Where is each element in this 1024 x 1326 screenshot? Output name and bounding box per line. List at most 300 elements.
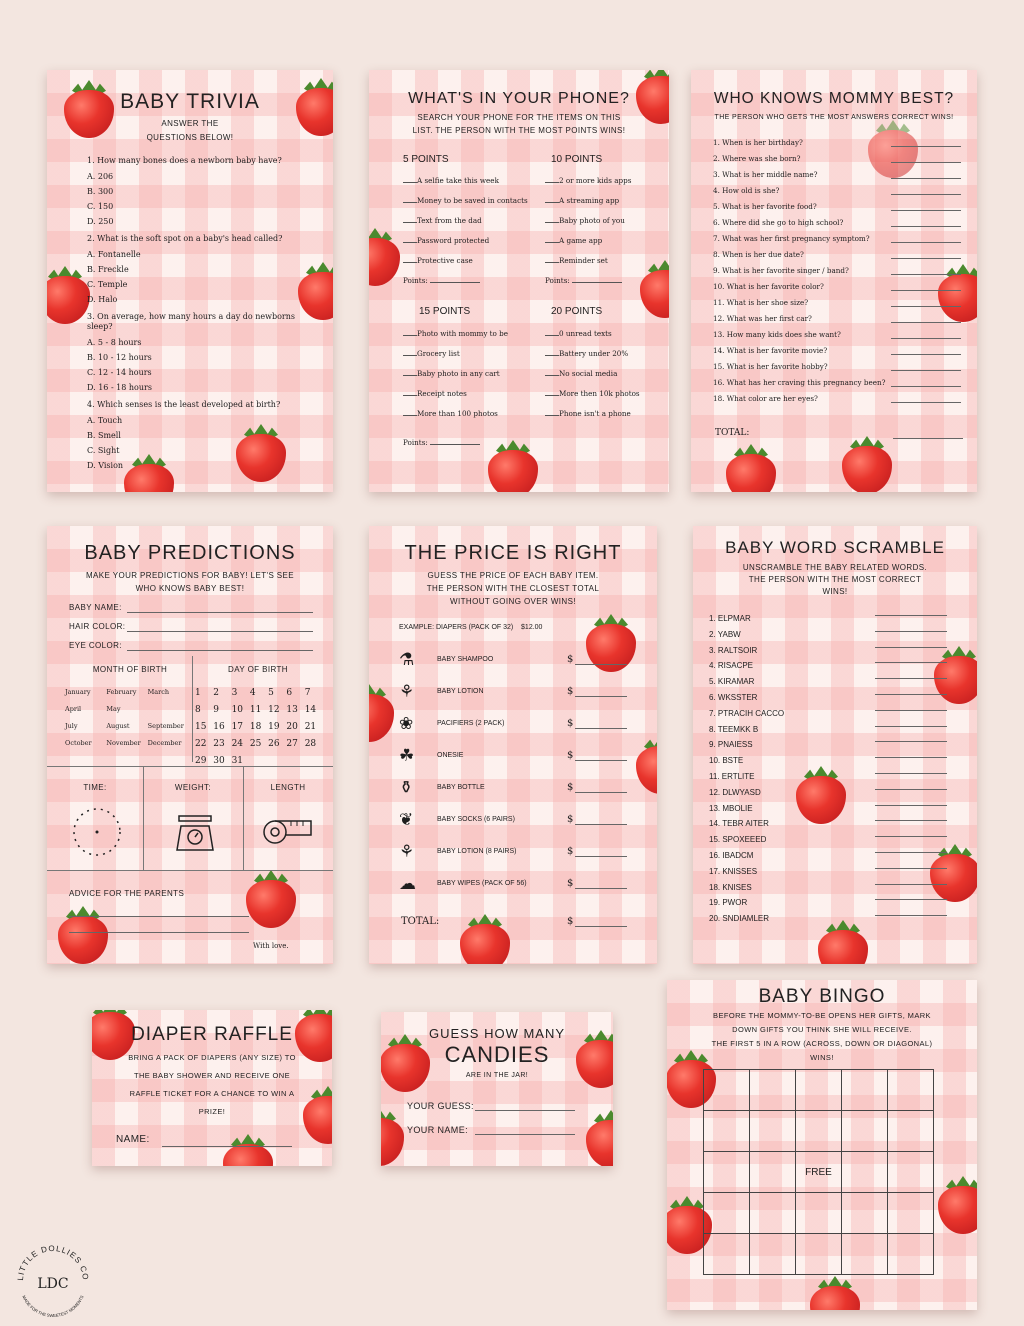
- bingo-subtitle: WINS!: [810, 1053, 834, 1062]
- raffle-title: DIAPER RAFFLE: [131, 1024, 293, 1045]
- answer-line[interactable]: [875, 852, 947, 853]
- price-guess-line[interactable]: [575, 888, 627, 889]
- day-option[interactable]: 29: [195, 756, 207, 766]
- mommy-question: 1. When is her birthday?: [713, 138, 803, 147]
- bottle-icon: ⚱: [399, 778, 414, 798]
- scramble-row: [709, 653, 961, 669]
- month-option[interactable]: September: [147, 722, 184, 730]
- section-15-points: 15 POINTS: [419, 306, 471, 317]
- scramble-row: [709, 638, 961, 654]
- mommy-question-row: [713, 282, 963, 298]
- mommy-question: 3. What is her middle name?: [713, 170, 818, 179]
- logo-top-text: LITTLE DOLLIES CO: [15, 1243, 91, 1282]
- price-subtitle: THE PERSON WITH THE CLOSEST TOTAL: [426, 584, 600, 593]
- scrambled-word: 7. PTRACIH CACCO: [709, 708, 785, 718]
- scramble-row: [709, 717, 961, 733]
- mommy-question: 11. What is her shoe size?: [713, 298, 809, 307]
- price-dollar: $: [567, 814, 574, 825]
- answer-line[interactable]: [891, 146, 961, 147]
- answer: A. 5 - 8 hours: [87, 338, 142, 347]
- answer-line[interactable]: [891, 162, 961, 163]
- answer: B. Smell: [87, 431, 121, 440]
- weight-label: WEIGHT:: [174, 783, 212, 792]
- answer-line[interactable]: [891, 242, 961, 243]
- strawberry-icon: [220, 1134, 276, 1166]
- mommy-subtitle: THE PERSON WHO GETS THE MOST ANSWERS CORRECT WINS!: [714, 114, 954, 121]
- predictions-subtitle: MAKE YOUR PREDICTIONS FOR BABY! LET'S SEE: [85, 571, 295, 580]
- scrambled-word: 1. ELPMAR: [709, 614, 751, 623]
- price-dollar: $: [567, 782, 574, 793]
- phone-item: Reminder set: [559, 256, 608, 265]
- answer-line[interactable]: [875, 615, 947, 616]
- question: 3. On average, how many hours a day do newborns sleep?: [87, 312, 296, 331]
- points-label: Points:: [403, 438, 428, 447]
- mommy-question-row: [713, 378, 963, 394]
- answer: B. 10 - 12 hours: [87, 353, 152, 362]
- day-option[interactable]: 18: [249, 722, 262, 732]
- answer-line[interactable]: [891, 258, 961, 259]
- answer-line[interactable]: [891, 322, 961, 323]
- day-option[interactable]: 3: [231, 688, 238, 698]
- day-option[interactable]: 15: [195, 722, 207, 732]
- example-label: EXAMPLE: DIAPERS (PACK OF 32): [399, 624, 514, 631]
- answer-line[interactable]: [891, 194, 961, 195]
- scramble-subtitle: UNSCRAMBLE THE BABY RELATED WORDS.: [742, 563, 928, 572]
- scramble-row: [709, 843, 961, 859]
- mommy-question: 6. Where did she go to high school?: [713, 218, 844, 227]
- scrambled-word: 13. MBOLIE: [709, 803, 753, 813]
- price-guess-line[interactable]: [575, 760, 627, 761]
- price-dollar: $: [567, 878, 574, 889]
- answer-line[interactable]: [875, 805, 947, 806]
- day-option[interactable]: 10: [231, 705, 244, 715]
- month-option[interactable]: August: [106, 722, 130, 730]
- answer-line[interactable]: [891, 210, 961, 211]
- scramble-row: [709, 811, 961, 827]
- mommy-question-row: [713, 346, 963, 362]
- mommy-card: [691, 70, 977, 492]
- price-guess-line[interactable]: [575, 856, 627, 857]
- scramble-title: BABY WORD SCRAMBLE: [725, 538, 945, 557]
- day-option[interactable]: 2: [213, 688, 220, 698]
- phone-item: 0 unread texts: [559, 329, 612, 338]
- month-option[interactable]: November: [106, 739, 141, 747]
- price-item-label: PACIFIERS (2 PACK): [437, 720, 505, 727]
- month-option[interactable]: February: [106, 688, 137, 696]
- scrambled-word: 10. BSTE: [709, 756, 744, 766]
- bingo-free-cell: FREE: [796, 1152, 842, 1193]
- price-item-label: BABY WIPES (PACK OF 56): [437, 880, 527, 887]
- day-option[interactable]: 5: [268, 688, 274, 698]
- price-guess-line[interactable]: [575, 728, 627, 729]
- strawberry-icon: [807, 1276, 863, 1310]
- advice-label: ADVICE FOR THE PARENTS: [69, 889, 185, 898]
- phone-item: A selfie take this week: [417, 176, 499, 185]
- mommy-question: 10. What is her favorite color?: [713, 282, 824, 291]
- mommy-question: 15. What is her favorite hobby?: [713, 362, 828, 371]
- mommy-question: 4. How old is she?: [713, 186, 780, 195]
- time-label: TIME:: [83, 783, 107, 792]
- scrambled-word: 12. DLWYASD: [709, 787, 761, 797]
- answer-line[interactable]: [891, 402, 961, 403]
- scramble-subtitle: WINS!: [822, 587, 848, 596]
- answer-line[interactable]: [875, 757, 947, 758]
- scrambled-word: 5. KIRAMAR: [709, 677, 755, 687]
- day-option[interactable]: 27: [286, 739, 298, 749]
- name-label: YOUR NAME:: [407, 1125, 469, 1135]
- mommy-question-row: [713, 186, 963, 202]
- answer: C. Temple: [87, 280, 128, 289]
- phone-card: [369, 70, 669, 492]
- mommy-question-row: [713, 330, 963, 346]
- day-option[interactable]: 24: [231, 739, 244, 749]
- answer-line[interactable]: [891, 370, 961, 371]
- answer: C. Sight: [87, 446, 120, 455]
- phone-item: Baby photo of you: [559, 216, 625, 225]
- answer-line[interactable]: [875, 836, 947, 837]
- bingo-subtitle: THE FIRST 5 IN A ROW (ACROSS, DOWN OR DIAGONAL): [711, 1039, 933, 1048]
- day-option[interactable]: 23: [213, 739, 225, 749]
- month-option[interactable]: July: [65, 722, 78, 730]
- phone-subtitle: SEARCH YOUR PHONE FOR THE ITEMS ON THIS: [417, 113, 621, 122]
- month-option[interactable]: March: [147, 688, 170, 696]
- mommy-question-row: [713, 362, 963, 378]
- total-label: TOTAL:: [401, 916, 440, 927]
- phone-title: WHAT'S IN YOUR PHONE?: [408, 90, 630, 107]
- predictions-title: BABY PREDICTIONS: [84, 542, 296, 564]
- answer-line[interactable]: [875, 884, 947, 885]
- price-row: [397, 648, 633, 680]
- day-of-birth-label: DAY OF BIRTH: [228, 665, 288, 674]
- phone-item: A game app: [559, 236, 603, 245]
- scramble-row: [709, 748, 961, 764]
- candies-card: [381, 1012, 613, 1166]
- day-option[interactable]: 30: [213, 756, 225, 766]
- day-option[interactable]: 19: [268, 722, 280, 732]
- strawberry-icon: [485, 440, 541, 492]
- lotion-icon: ⚘: [399, 682, 415, 702]
- strawberry-icon: [815, 920, 871, 964]
- answer-line[interactable]: [875, 726, 947, 727]
- logo-monogram: LDC: [37, 1276, 69, 1292]
- answer-line[interactable]: [891, 338, 961, 339]
- bingo-subtitle: BEFORE THE MOMMY-TO-BE OPENS HER GIFTS, MARK: [713, 1011, 931, 1020]
- total-dollar: $: [567, 916, 574, 927]
- scrambled-word: 8. TEEMKK B: [709, 724, 759, 734]
- answer-line[interactable]: [891, 354, 961, 355]
- strawberry-icon: [935, 1176, 977, 1236]
- brand-logo: [8, 1236, 98, 1326]
- predictions-subtitle: WHO KNOWS BABY BEST!: [135, 584, 245, 593]
- scramble-row: [709, 764, 961, 780]
- bingo-subtitle: DOWN GIFTS YOU THINK SHE WILL RECEIVE.: [732, 1025, 912, 1034]
- day-option[interactable]: 16: [213, 722, 225, 732]
- answer-line[interactable]: [891, 306, 961, 307]
- month-of-birth-label: MONTH OF BIRTH: [92, 665, 168, 674]
- onesie-icon: ☘: [399, 746, 415, 766]
- price-dollar: $: [567, 750, 574, 761]
- hair-color-label: HAIR COLOR:: [69, 622, 126, 631]
- answer-line[interactable]: [875, 899, 947, 900]
- clock-icon: [71, 806, 123, 858]
- mommy-question-row: [713, 250, 963, 266]
- scrambled-word: 4. RISACPE: [709, 661, 754, 671]
- answer-line[interactable]: [891, 290, 961, 291]
- eye-color-label: EYE COLOR:: [69, 641, 122, 650]
- section-20-points: 20 POINTS: [551, 306, 603, 317]
- day-option[interactable]: 21: [304, 722, 317, 732]
- answer: C. 12 - 14 hours: [87, 368, 152, 377]
- day-option[interactable]: 4: [249, 688, 256, 698]
- strawberry-icon: [583, 1110, 613, 1166]
- month-option[interactable]: May: [106, 705, 121, 713]
- price-item-label: BABY BOTTLE: [437, 784, 485, 791]
- day-option[interactable]: 31: [231, 756, 244, 766]
- raffle-text: THE BABY SHOWER AND RECEIVE ONE: [133, 1071, 291, 1080]
- phone-item: Grocery list: [417, 349, 460, 358]
- day-option[interactable]: 25: [249, 739, 262, 749]
- price-row: [397, 712, 633, 744]
- mommy-question-row: [713, 394, 963, 410]
- scramble-row: [709, 890, 961, 906]
- month-option[interactable]: January: [65, 688, 91, 696]
- raffle-text: BRING A PACK OF DIAPERS (ANY SIZE) TO: [128, 1053, 296, 1062]
- answer: A. 206: [87, 172, 114, 181]
- day-option[interactable]: 26: [268, 739, 280, 749]
- strawberry-icon: [55, 906, 111, 964]
- scrambled-word: 19. PWOR: [709, 898, 748, 908]
- answer: B. Freckle: [87, 265, 129, 274]
- strawberry-icon: [243, 870, 299, 930]
- strawberry-icon: [839, 436, 895, 492]
- trivia-subtitle: QUESTIONS BELOW!: [146, 133, 234, 142]
- day-option[interactable]: 17: [231, 722, 244, 732]
- day-option[interactable]: 9: [213, 705, 220, 715]
- mommy-question-row: [713, 138, 963, 154]
- answer: D. 16 - 18 hours: [87, 383, 152, 392]
- day-option[interactable]: 22: [195, 739, 207, 749]
- scramble-row: [709, 669, 961, 685]
- price-item-label: ONESIE: [437, 752, 464, 759]
- mommy-question: 18. What color are her eyes?: [713, 394, 818, 403]
- answer: C. 150: [87, 202, 114, 211]
- strawberry-icon: [381, 1108, 407, 1166]
- day-option[interactable]: 8: [195, 705, 201, 715]
- answer-line[interactable]: [875, 710, 947, 711]
- scrambled-word: 20. SNDIAMLER: [709, 914, 770, 924]
- day-option[interactable]: 6: [286, 688, 293, 698]
- answer-line[interactable]: [875, 662, 947, 663]
- candies-title: CANDIES: [444, 1042, 550, 1067]
- phone-subtitle: LIST. THE PERSON WITH THE MOST POINTS WINS!: [412, 126, 626, 135]
- price-row: [397, 680, 633, 712]
- mommy-title: WHO KNOWS MOMMY BEST?: [713, 90, 955, 107]
- answer-line[interactable]: [875, 789, 947, 790]
- phone-item: No social media: [559, 369, 618, 378]
- mommy-question: 16. What has her craving this pregnancy been?: [713, 378, 886, 387]
- predictions-card: [47, 526, 333, 964]
- phone-item: Photo with mommy to be: [417, 329, 509, 338]
- price-card: [369, 526, 657, 964]
- month-option[interactable]: April: [65, 705, 82, 713]
- day-option[interactable]: 20: [286, 722, 298, 732]
- mommy-question-row: [713, 266, 963, 282]
- raffle-name-label: NAME:: [116, 1134, 150, 1145]
- answer-line[interactable]: [875, 647, 947, 648]
- price-row: [397, 840, 633, 872]
- price-item-label: BABY LOTION: [437, 688, 484, 695]
- phone-item: More then 10k photos: [559, 389, 640, 398]
- day-option[interactable]: 1: [195, 688, 201, 698]
- wipes-icon: ☁: [399, 874, 416, 894]
- scrambled-word: 2. YABW: [709, 629, 741, 639]
- trivia-title: BABY TRIVIA: [120, 90, 260, 113]
- scrambled-word: 16. IBADCM: [709, 850, 754, 860]
- scrambled-word: 9. PNAIESS: [709, 740, 753, 750]
- scrambled-word: 17. KNISSES: [709, 866, 758, 876]
- bingo-card: [667, 980, 977, 1310]
- scrambled-word: 3. RALTSOIR: [709, 645, 758, 655]
- question: 2. What is the soft spot on a baby's head called?: [87, 234, 283, 243]
- scrambled-word: 14. TEBR AITER: [709, 819, 769, 829]
- question: 1. How many bones does a newborn baby have?: [87, 156, 282, 165]
- phone-item: A streaming app: [559, 196, 620, 205]
- price-dollar: $: [567, 846, 574, 857]
- phone-item: Baby photo in any cart: [417, 369, 500, 378]
- answer-line[interactable]: [875, 694, 947, 695]
- scrambled-word: 11. ERTLITE: [709, 771, 755, 781]
- strawberry-icon: [723, 444, 779, 492]
- price-row: [397, 808, 633, 840]
- section-10-points: 10 POINTS: [551, 154, 603, 165]
- shampoo-icon: ⚗: [399, 650, 415, 670]
- raffle-text: RAFFLE TICKET FOR A CHANCE TO WIN A: [129, 1089, 295, 1098]
- answer-line[interactable]: [875, 868, 947, 869]
- baby-name-label: BABY NAME:: [69, 603, 122, 612]
- scramble-row: [709, 827, 961, 843]
- answer-line[interactable]: [891, 386, 961, 387]
- month-option[interactable]: October: [65, 739, 92, 747]
- mommy-question-row: [713, 298, 963, 314]
- answer-line[interactable]: [875, 820, 947, 821]
- strawberry-icon: [369, 684, 397, 744]
- price-row: [397, 776, 633, 808]
- mommy-question: 5. What is her favorite food?: [713, 202, 817, 211]
- answer: B. 300: [87, 187, 114, 196]
- guess-label: YOUR GUESS:: [407, 1101, 474, 1111]
- answer-line[interactable]: [875, 678, 947, 679]
- mommy-question: 9. What is her favorite singer / band?: [713, 266, 849, 275]
- price-subtitle: WITHOUT GOING OVER WINS!: [450, 597, 576, 606]
- candies-subtitle: ARE IN THE JAR!: [465, 1072, 529, 1079]
- mommy-question: 7. What was her first pregnancy symptom?: [713, 234, 870, 243]
- section-5-points: 5 POINTS: [403, 154, 449, 165]
- tape-measure-icon: [261, 814, 317, 854]
- phone-item: Phone isn't a phone: [559, 409, 631, 418]
- answer-line[interactable]: [875, 741, 947, 742]
- phone-item: Text from the dad: [417, 216, 482, 225]
- points-label: Points:: [403, 276, 428, 285]
- total-label: TOTAL:: [715, 428, 750, 438]
- price-row: [397, 872, 633, 904]
- question: 4. Which senses is the least developed at birth?: [87, 400, 281, 409]
- price-subtitle: GUESS THE PRICE OF EACH BABY ITEM.: [427, 571, 599, 580]
- strawberry-icon: [369, 228, 403, 288]
- answer: D. 250: [87, 217, 114, 226]
- answer-line[interactable]: [891, 274, 961, 275]
- mommy-question: 12. What was her first car?: [713, 314, 812, 323]
- price-item-label: BABY SHAMPOO: [437, 656, 494, 663]
- answer: A. Fontanelle: [87, 250, 141, 259]
- price-guess-line[interactable]: [575, 664, 627, 665]
- day-option[interactable]: 14: [304, 705, 317, 715]
- price-dollar: $: [567, 654, 574, 665]
- raffle-card: [92, 1010, 332, 1166]
- with-love-label: With love.: [253, 942, 289, 950]
- phone-item: Battery under 20%: [559, 349, 629, 358]
- price-guess-line[interactable]: [575, 824, 627, 825]
- scramble-row: [709, 732, 961, 748]
- phone-item: Protective case: [417, 256, 473, 265]
- mommy-question: 14. What is her favorite movie?: [713, 346, 828, 355]
- month-option[interactable]: December: [147, 739, 182, 747]
- phone-item: Money to be saved in contacts: [417, 196, 528, 205]
- strawberry-icon: [457, 914, 513, 964]
- socks-icon: ❦: [399, 810, 414, 830]
- mommy-question: 2. Where was she born?: [713, 154, 801, 163]
- price-guess-line[interactable]: [575, 696, 627, 697]
- day-option[interactable]: 11: [249, 705, 262, 715]
- answer-line[interactable]: [875, 915, 947, 916]
- logo-bottom-text: MADE FOR THE SWEETEST MOMENTS: [21, 1294, 85, 1319]
- trivia-subtitle: ANSWER THE: [161, 119, 219, 128]
- scramble-row: [709, 685, 961, 701]
- day-option[interactable]: 12: [268, 705, 280, 715]
- answer: A. Touch: [87, 416, 123, 425]
- answer-line[interactable]: [891, 178, 961, 179]
- answer: D. Vision: [87, 461, 124, 470]
- price-item-label: BABY LOTION (8 PAIRS): [437, 848, 517, 855]
- mommy-question-row: [713, 202, 963, 218]
- answer-line[interactable]: [891, 226, 961, 227]
- day-option[interactable]: 28: [304, 739, 317, 749]
- answer-line[interactable]: [875, 631, 947, 632]
- scale-icon: [171, 808, 219, 856]
- scramble-row: [709, 701, 961, 717]
- price-dollar: $: [567, 718, 574, 729]
- price-guess-line[interactable]: [575, 792, 627, 793]
- scramble-row: [709, 606, 961, 622]
- mommy-question-row: [713, 234, 963, 250]
- month-option[interactable]: [148, 705, 189, 714]
- answer-line[interactable]: [875, 773, 947, 774]
- strawberry-icon: [633, 736, 657, 796]
- price-item-label: BABY SOCKS (6 PAIRS): [437, 816, 515, 823]
- scramble-row: [709, 906, 961, 922]
- day-option[interactable]: 7: [304, 688, 311, 698]
- day-option[interactable]: 13: [286, 705, 298, 715]
- scrambled-word: 15. SPOXEEED: [709, 835, 767, 845]
- mommy-question-row: [713, 314, 963, 330]
- raffle-text: PRIZE!: [198, 1107, 226, 1116]
- scramble-row: [709, 780, 961, 796]
- candies-heading: GUESS HOW MANY: [428, 1026, 566, 1041]
- answer: D. Halo: [87, 295, 118, 304]
- mommy-question-row: [713, 154, 963, 170]
- trivia-card: [47, 70, 333, 492]
- pacifier-icon: ❀: [399, 714, 414, 734]
- phone-item: Receipt notes: [417, 389, 467, 398]
